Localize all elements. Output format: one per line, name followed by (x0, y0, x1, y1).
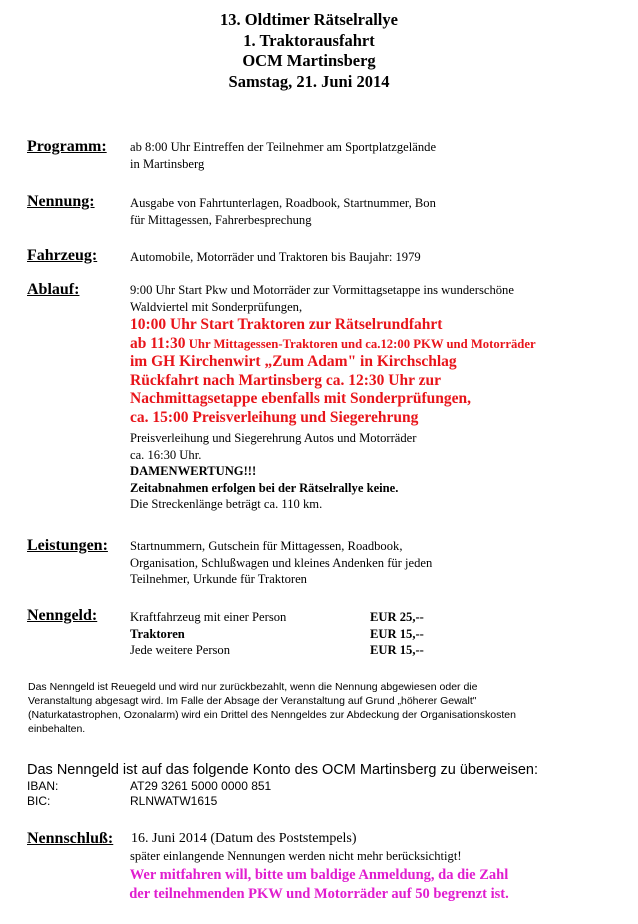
bic-label: BIC: (27, 794, 51, 808)
fee-item: Jede weitere Person (130, 643, 231, 657)
leistungen-label: Leistungen: (27, 537, 108, 554)
title-date: Samstag, 21. Juni 2014 (228, 71, 390, 91)
reuegeld-line-3: (Naturkatastrophen, Ozonalarm) wird ein Drittel des Nenngeldes zur Abdeckung der Organisationskosten (28, 709, 516, 721)
iban-label: IBAN: (27, 779, 59, 793)
ablauf-streckenlaenge: Die Streckenlänge beträgt ca. 110 km. (130, 497, 323, 511)
ablauf-red-line-5: Nachmittagsetappe ebenfalls mit Sonderprüfungen, (130, 390, 472, 408)
leistungen-line-2: Organisation, Schlußwagen und kleines Andenken für jeden (130, 555, 433, 570)
title-line-1: 13. Oldtimer Rätselrallye (220, 10, 398, 29)
ablauf-red-line-6: ca. 15:00 Preisverleihung und Siegerehrung (130, 408, 419, 426)
ablauf-red-line-2-rest: Uhr Mittagessen-Traktoren und ca.12:00 PKW und Motorräder (185, 336, 536, 351)
nennschluss-note: später einlangende Nennungen werden nicht mehr berücksichtigt! (130, 849, 462, 863)
ablauf-damenwertung: DAMENWERTUNG!!! (130, 464, 257, 478)
title-line-2: 1. Traktorausfahrt (243, 30, 375, 50)
konto-intro: Das Nenngeld ist auf das folgende Konto des OCM Martinsberg zu überweisen: (27, 762, 539, 778)
ablauf-intro (130, 282, 514, 315)
ablauf-line-3: Preisverleihung und Siegerehrung Autos und Motorräder (130, 431, 417, 445)
ablauf-line-1: 9:00 Uhr Start Pkw und Motorräder zur Vormittagsetappe ins wunderschöne (130, 283, 514, 297)
programm-line-1: ab 8:00 Uhr Eintreffen der Teilnehmer am Sportplatzgelände (130, 140, 437, 154)
bic-value: RLNWATW1615 (130, 794, 218, 808)
nennung-line-1: Ausgabe von Fahrtunterlagen, Roadbook, Startnummer, Bon (130, 196, 436, 210)
programm-label: Programm: (27, 138, 107, 155)
nennschluss-label: Nennschluß: (27, 830, 114, 847)
ablauf-zeitabnahmen: Zeitabnahmen erfolgen bei der Rätselrallye keine. (130, 480, 399, 495)
reuegeld-line-2: Veranstaltung abgesagt wird. Im Falle der Absage der Veranstaltung auf Grund „höherer Gewalt" (28, 695, 477, 707)
reuegeld-line-4: einbehalten. (28, 723, 86, 735)
nennung-label: Nennung: (27, 193, 95, 210)
nennung-line-2: für Mittagessen, Fahrerbesprechung (130, 212, 312, 227)
nenngeld-label: Nenngeld: (27, 607, 98, 624)
fee-amount: EUR 25,-- (370, 610, 424, 624)
ablauf-line-4: ca. 16:30 Uhr. (130, 447, 202, 462)
leistungen-text (130, 538, 432, 588)
fee-item: Kraftfahrzeug mit einer Person (130, 610, 287, 624)
nennung-text (130, 195, 436, 228)
iban-value: AT29 3261 5000 0000 851 (130, 779, 272, 793)
ablauf-red-line-1: 10:00 Uhr Start Traktoren zur Rätselrundfahrt (130, 316, 443, 333)
ablauf-line-2: Waldviertel mit Sonderprüfungen, (130, 299, 303, 314)
ablauf-red-line-2-time: ab 11:30 (130, 334, 186, 352)
leistungen-line-3: Teilnehmer, Urkunde für Traktoren (130, 572, 307, 586)
leistungen-line-1: Startnummern, Gutschein für Mittagessen, Roadbook, (130, 539, 403, 553)
hint-line-2: der teilnehmenden PKW und Motorräder auf 50 begrenzt ist. (129, 886, 509, 902)
fahrzeug-label: Fahrzeug: (27, 247, 98, 264)
fee-row (130, 626, 450, 643)
reuegeld-line-1: Das Nenngeld ist Reuegeld und wird nur zurückbezahlt, wenn die Nennung abgewiesen oder die (28, 681, 478, 693)
programm-line-2: in Martinsberg (130, 156, 205, 171)
fee-row (130, 609, 450, 626)
reuegeld-notice (28, 680, 588, 736)
ablauf-label: Ablauf: (27, 281, 80, 298)
fee-row (130, 642, 450, 659)
ablauf-details (130, 430, 416, 513)
nennschluss-date: 16. Juni 2014 (Datum des Poststempels) (131, 831, 357, 846)
fee-amount: EUR 15,-- (370, 627, 424, 641)
fahrzeug-text: Automobile, Motorräder und Traktoren bis Baujahr: 1979 (130, 250, 421, 264)
fee-amount: EUR 15,-- (370, 643, 424, 657)
ablauf-red-line-2 (130, 335, 536, 354)
ablauf-red-line-3: im GH Kirchenwirt „Zum Adam" in Kirchschlag (130, 353, 457, 371)
ablauf-highlight (130, 316, 536, 428)
hint-line-1: Wer mitfahren will, bitte um baldige Anmeldung, da die Zahl (129, 867, 509, 883)
document-title (0, 10, 618, 92)
registration-hint (0, 866, 638, 904)
fee-item: Traktoren (130, 627, 185, 641)
title-line-3: OCM Martinsberg (242, 51, 376, 70)
ablauf-red-line-4: Rückfahrt nach Martinsberg ca. 12:30 Uhr zur (130, 371, 441, 389)
programm-text (130, 139, 436, 172)
